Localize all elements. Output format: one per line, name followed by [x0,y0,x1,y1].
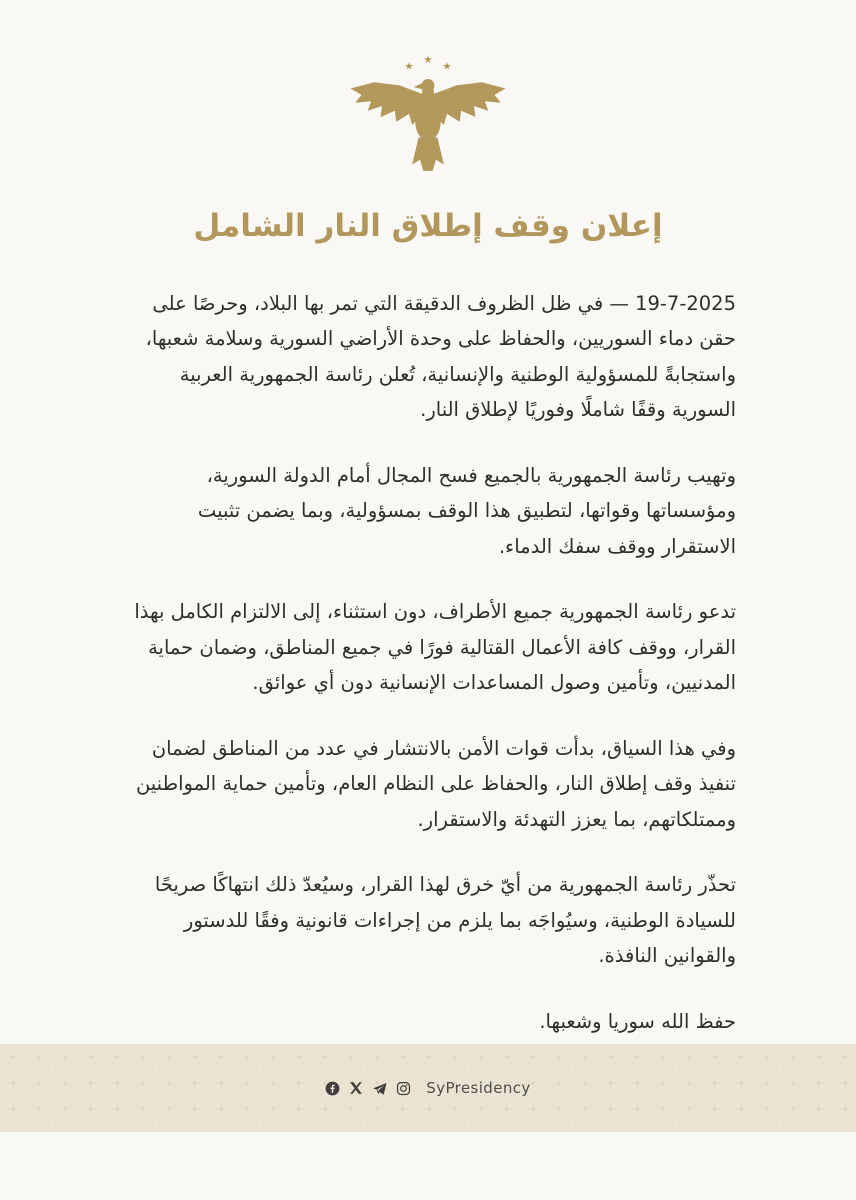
statement-title: إعلان وقف إطلاق النار الشامل [193,208,663,244]
x-icon [349,1081,363,1095]
paragraph-4: وفي هذا السياق، بدأت قوات الأمن بالانتشار في عدد من المناطق لضمان تنفيذ وقف إطلاق النار، والحفاظ على النظام العام، وتأمين حماية المواطنين وممتلكاتهم، بما يعزز التهدئة والاستقرار. [135,736,736,831]
statement-body [118,286,736,1039]
paragraph-2: وتهيب رئاسة الجمهورية بالجميع فسح المجال أمام الدولة السورية، ومؤسساتها وقواتها، لتطبيق هذا الوقف بمسؤولية، وبما يضمن تثبيت الاستقرار ووقف سفك الدماء. [197,463,736,558]
paragraph-1: 19-7-2025 — في ظل الظروف الدقيقة التي تمر بها البلاد، وحرصًا على حقن دماء السوريين، والحفاظ على وحدة الأراضي السورية وسلامة شعبها، واستجابةً للمسؤولية الوطنية والإنسانية، تُعلن رئاسة الجمهورية العربية السورية وقفًا شاملًا وفوريًا لإطلاق النار. [145,292,736,422]
svg-text:★: ★ [442,60,452,73]
telegram-icon [372,1081,387,1096]
facebook-icon [325,1081,340,1096]
svg-text:★: ★ [423,54,433,67]
paragraph-5: تحذّر رئاسة الجمهورية من أيّ خرق لهذا القرار، وسيُعدّ ذلك انتهاكًا صريحًا للسيادة الوطنية، وسيُواجَه بما يلزم من إجراءات قانونية وفقًا للدستور والقوانين النافذة. [154,873,736,968]
instagram-icon [396,1081,411,1096]
footer-band [0,1044,856,1132]
eagle-emblem-graphic [333,52,523,190]
svg-text:★: ★ [404,60,414,73]
footer-social-row [325,1079,530,1097]
closing-line: حفظ الله سوريا وشعبها. [539,1009,736,1033]
social-handle: SyPresidency [426,1079,531,1097]
presidency-emblem [0,52,856,190]
paragraph-3: تدعو رئاسة الجمهورية جميع الأطراف، دون استثناء، إلى الالتزام الكامل بهذا القرار، ووقف كافة الأعمال القتالية فورًا في جميع المناطق، وضمان حماية المدنيين، وتأمين وصول المساعدات الإنسانية دون أي عوائق. [134,600,736,695]
